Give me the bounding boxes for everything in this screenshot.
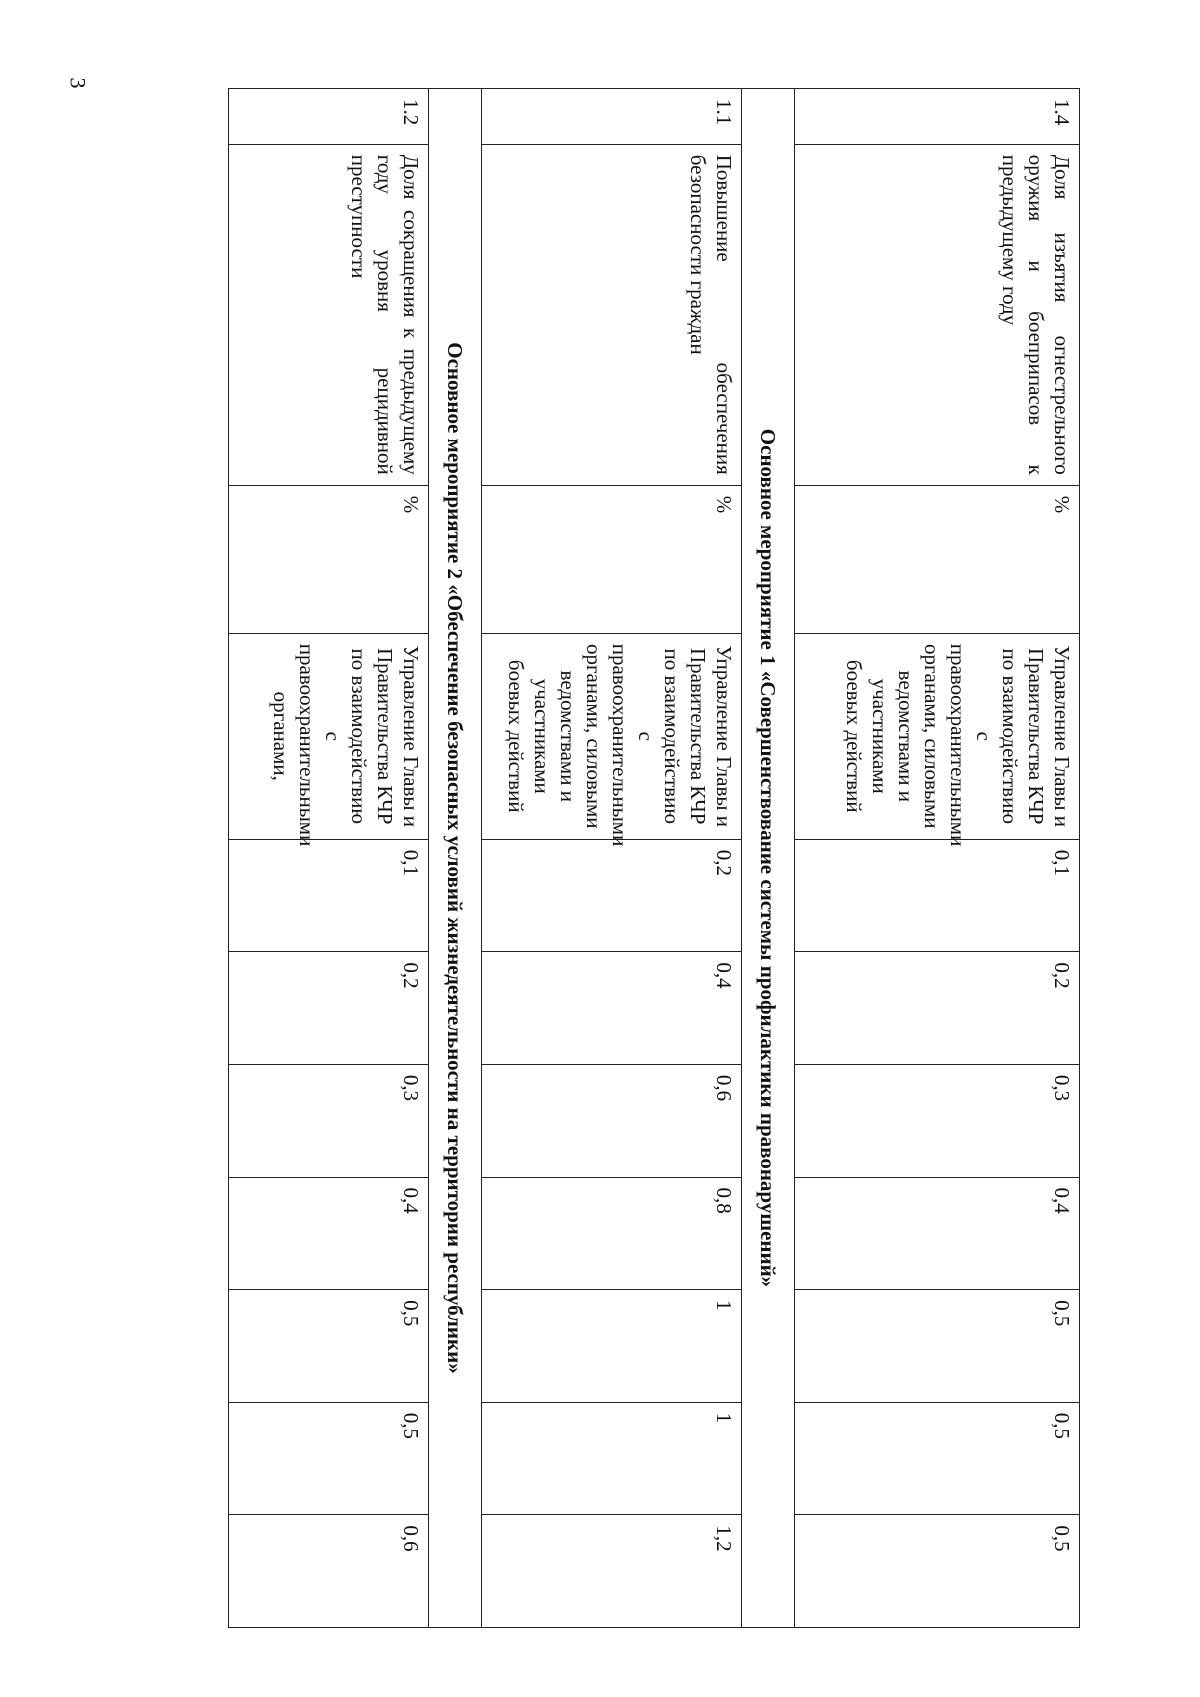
value-cell: 0,8 [482,1177,742,1290]
value-cell: 0,5 [795,1290,1080,1403]
value-cell: 0,1 [229,839,429,952]
indicator-table-container [120,88,1080,1628]
value-cell: 0,1 [795,839,1080,952]
unit-cell: % [482,485,742,633]
value-cell: 1,2 [482,1515,742,1628]
value-cell: 0,3 [229,1064,429,1177]
value-cell: 0,4 [482,952,742,1065]
row-number: 1.1 [482,89,742,145]
section-row [742,89,795,1628]
indicator-description: Доля сокращения к предыдущему году уровня рецидивной преступности [229,144,429,485]
value-cell: 0,5 [795,1515,1080,1628]
value-cell: 0,3 [795,1064,1080,1177]
value-cell: 1 [482,1290,742,1403]
row-number: 1.2 [229,89,429,145]
value-cell: 1 [482,1402,742,1515]
section-row [429,89,482,1628]
value-cell: 0,6 [229,1515,429,1628]
section-title: Основное мероприятие 2 «Обеспечение безопасных условий жизнедеятельности на территории республики» [429,89,482,1628]
responsible-cell: Управление Главы и Правительства КЧР по взаимодействию с правоохранительными органами, [229,633,429,839]
indicator-description: Повышение обеспечения безопасности граждан [482,144,742,485]
value-cell: 0,6 [482,1064,742,1177]
table-row [229,89,429,1628]
value-cell: 0,2 [229,952,429,1065]
responsible-cell: Управление Главы и Правительства КЧР по взаимодействию с правоохранительными органами, силовыми ведомствами и участниками боевых действий [795,633,1080,839]
value-cell: 0,5 [795,1402,1080,1515]
indicator-description: Доля изъятия огнестрельного оружия и боеприпасов к предыдущему году [795,144,1080,485]
value-cell: 0,5 [229,1290,429,1403]
unit-cell: % [229,485,429,633]
indicator-table [228,88,1080,1628]
value-cell: 0,5 [229,1402,429,1515]
table-row [795,89,1080,1628]
section-title: Основное мероприятие 1 «Совершенствование системы профилактики правонарушений» [742,89,795,1628]
responsible-cell: Управление Главы и Правительства КЧР по взаимодействию с правоохранительными органами, силовыми ведомствами и участниками боевых действий [482,633,742,839]
unit-cell: % [795,485,1080,633]
value-cell: 0,2 [482,839,742,952]
value-cell: 0,4 [229,1177,429,1290]
row-number: 1.4 [795,89,1080,145]
page-number: 3 [65,77,91,89]
value-cell: 0,2 [795,952,1080,1065]
table-row [482,89,742,1628]
value-cell: 0,4 [795,1177,1080,1290]
